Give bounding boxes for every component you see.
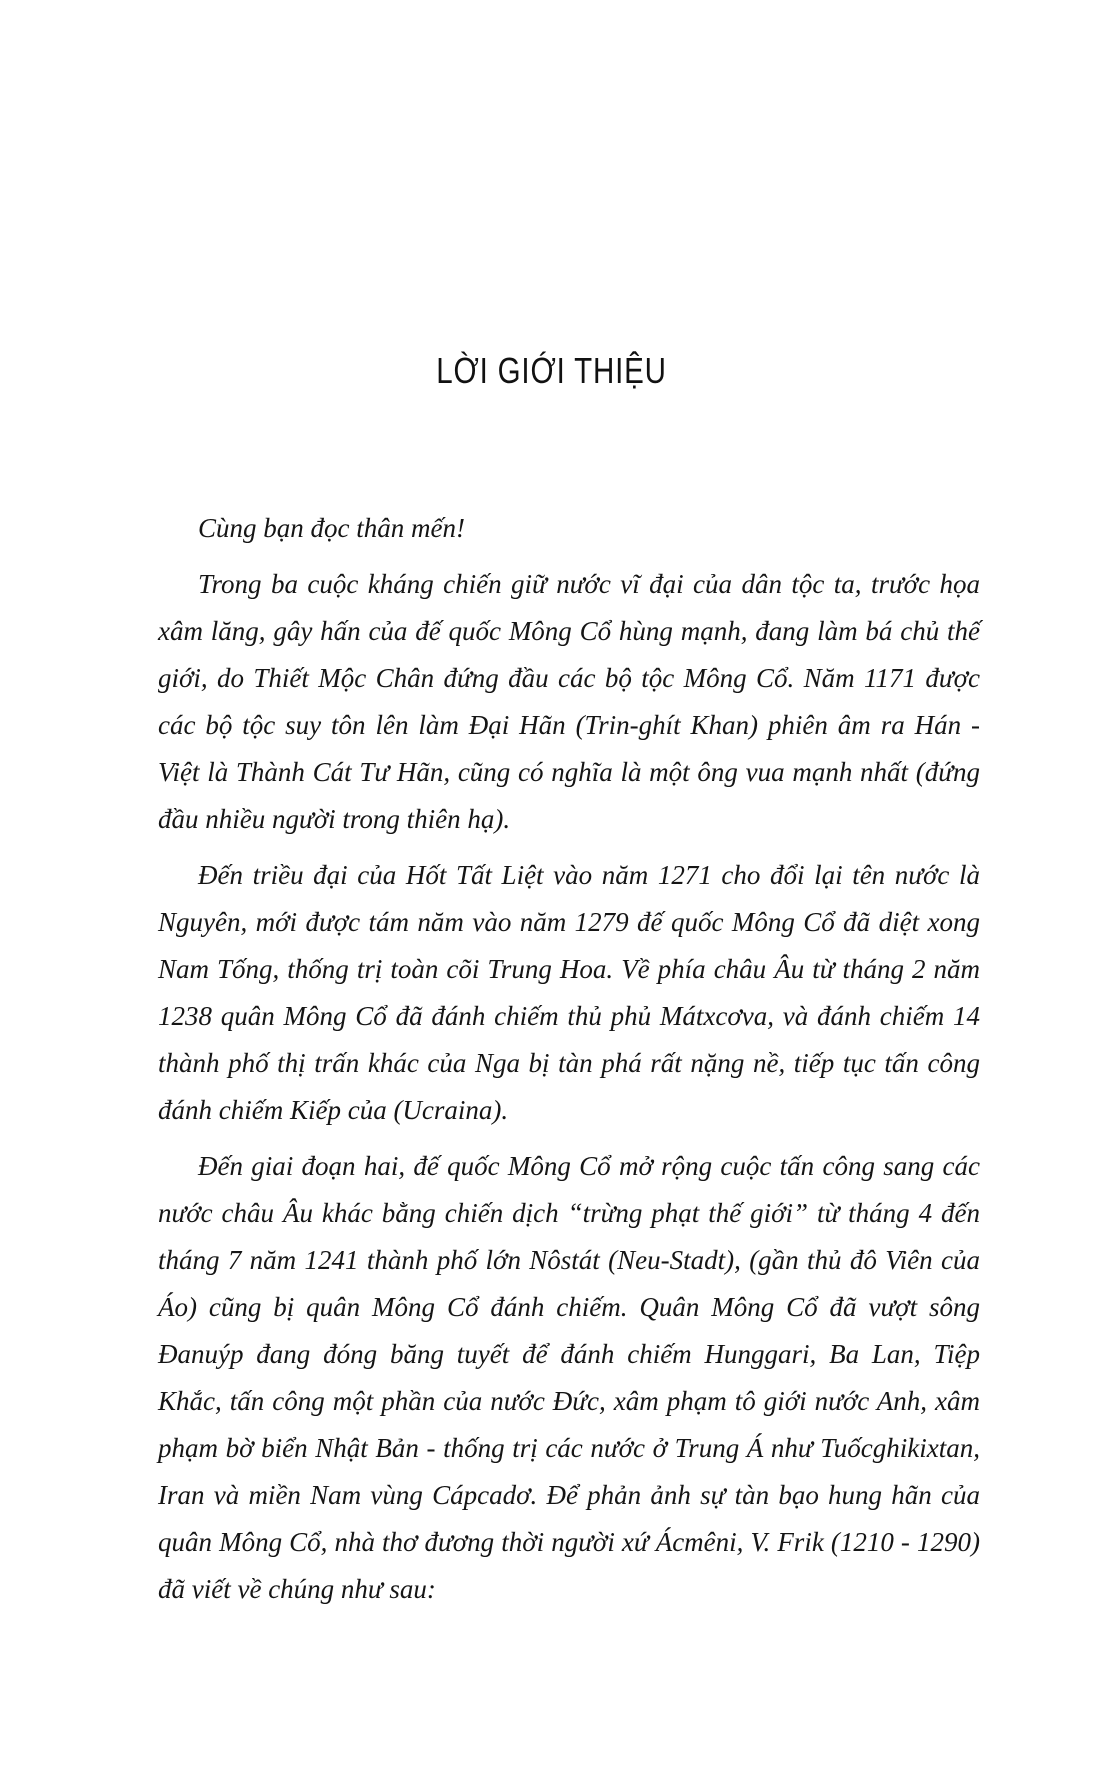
- paragraph-3: Đến giai đoạn hai, đế quốc Mông Cổ mở rộng cuộc tấn công sang các nước châu Âu khác bằng chiến dịch “trừng phạt thế giới” từ tháng 4 đến tháng 7 năm 1241 thành phố lớn Nôstát (Neu-Stadt), (gần thủ đô Viên của Áo) cũng bị quân Mông Cổ đánh chiếm. Quân Mông Cổ đã vượt sông Đanuýp đang đóng băng tuyết để đánh chiếm Hunggari, Ba Lan, Tiệp Khắc, tấn công một phần của nước Đức, xâm phạm tô giới nước Anh, xâm phạm bờ biển Nhật Bản - thống trị các nước ở Trung Á như Tuốcghikixtan, Iran và miền Nam vùng Cápcadơ. Để phản ảnh sự tàn bạo hung hãn của quân Mông Cổ, nhà thơ đương thời người xứ Ácmêni, V. Frik (1210 - 1290) đã viết về chúng như sau:: [158, 1151, 980, 1604]
- body-text: [158, 505, 980, 1613]
- chapter-title: LỜI GIỚI THIỆU: [436, 350, 667, 391]
- paragraph-1: Trong ba cuộc kháng chiến giữ nước vĩ đại của dân tộc ta, trước họa xâm lăng, gây hấn của đế quốc Mông Cổ hùng mạnh, đang làm bá chủ thế giới, do Thiết Mộc Chân đứng đầu các bộ tộc Mông Cổ. Năm 1171 được các bộ tộc suy tôn lên làm Đại Hãn (Trin-ghít Khan) phiên âm ra Hán - Việt là Thành Cát Tư Hãn, cũng có nghĩa là một ông vua mạnh nhất (đứng đầu nhiều người trong thiên hạ).: [158, 569, 980, 834]
- paragraph-2: Đến triều đại của Hốt Tất Liệt vào năm 1271 cho đổi lại tên nước là Nguyên, mới được tám năm vào năm 1279 đế quốc Mông Cổ đã diệt xong Nam Tống, thống trị toàn cõi Trung Hoa. Về phía châu Âu từ tháng 2 năm 1238 quân Mông Cổ đã đánh chiếm thủ phủ Mátxcơva, và đánh chiếm 14 thành phố thị trấn khác của Nga bị tàn phá rất nặng nề, tiếp tục tấn công đánh chiếm Kiếp của (Ucraina).: [158, 860, 980, 1125]
- paragraph-greeting: Cùng bạn đọc thân mến!: [198, 513, 465, 543]
